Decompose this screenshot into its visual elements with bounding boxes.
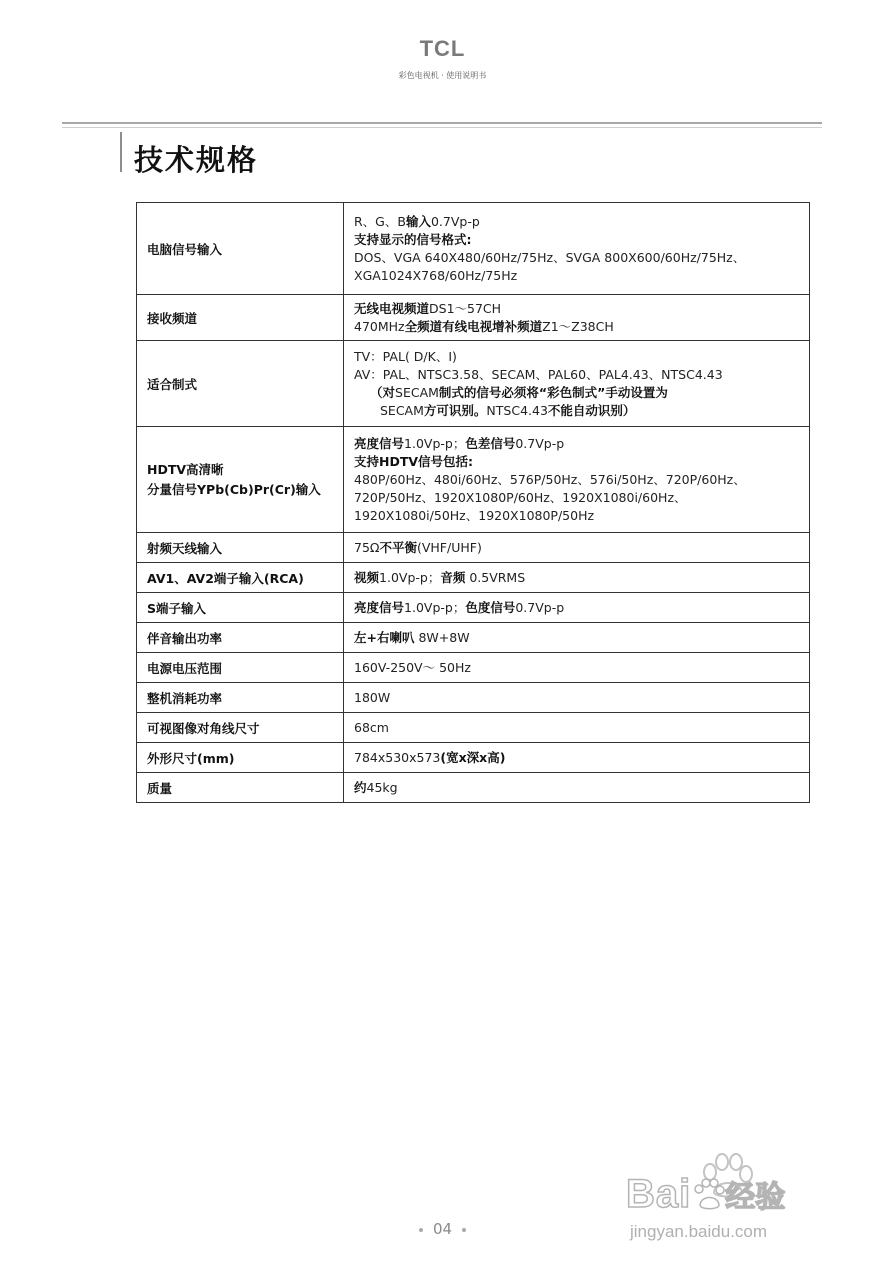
spec-label-line: HDTV高清晰 bbox=[147, 461, 224, 477]
spec-value-segment: 0.7Vp-p bbox=[515, 436, 565, 451]
spec-value-segment: TV：PAL( D/K、I) bbox=[354, 349, 457, 364]
spec-value-segment: Z1～Z38CH bbox=[542, 319, 614, 334]
spec-value-segment: （对 bbox=[370, 385, 396, 400]
spec-value-line bbox=[354, 249, 803, 267]
watermark-logo bbox=[626, 1172, 785, 1217]
watermark-brand-cn: 经验 bbox=[725, 1181, 786, 1214]
spec-value-segment: 8W+8W bbox=[414, 630, 470, 645]
spec-value-segment: 0.7Vp-p bbox=[515, 600, 565, 615]
spec-row bbox=[137, 427, 810, 533]
spec-value-segment: 左+右喇叭 bbox=[354, 630, 415, 645]
spec-value-segment: 亮度信号 bbox=[354, 600, 405, 615]
spec-value-segment: 输入 bbox=[405, 214, 431, 229]
spec-value-line bbox=[354, 749, 803, 767]
spec-label: 整机消耗功率 bbox=[137, 683, 344, 713]
title-accent-bar bbox=[120, 132, 122, 172]
spec-value-segment: 480P/60Hz、480i/60Hz、576P/50Hz、576i/50Hz、720P/60Hz、 bbox=[354, 472, 746, 487]
header-rule-thin bbox=[62, 127, 822, 128]
baidu-jingyan-watermark bbox=[626, 1152, 846, 1262]
spec-row bbox=[137, 743, 810, 773]
spec-value-segment: 支持显示的信号格式: bbox=[354, 232, 472, 247]
spec-value-line bbox=[354, 231, 803, 249]
spec-value bbox=[344, 533, 810, 563]
spec-value-line bbox=[354, 366, 803, 384]
spec-value-segment: 亮度信号 bbox=[354, 436, 405, 451]
page-title: 技术规格 bbox=[134, 143, 259, 177]
spec-label: S端子输入 bbox=[137, 593, 344, 623]
spec-value-segment: 0.7Vp-p bbox=[430, 214, 480, 229]
spec-value-line bbox=[354, 779, 803, 797]
spec-value-segment: 1.0Vp-p； bbox=[404, 436, 466, 451]
spec-row bbox=[137, 563, 810, 593]
spec-value-line bbox=[354, 629, 803, 647]
watermark-brand: Bai bbox=[626, 1172, 692, 1216]
spec-label: 电脑信号输入 bbox=[137, 203, 344, 295]
spec-label: 外形尺寸(mm) bbox=[137, 743, 344, 773]
spec-value-segment: 1.0Vp-p； bbox=[379, 570, 441, 585]
spec-value-segment: 色度信号 bbox=[465, 600, 516, 615]
spec-value-line bbox=[354, 689, 803, 707]
spec-value-segment: NTSC4.43 bbox=[486, 403, 548, 418]
spec-value-segment: 0.5VRMS bbox=[465, 570, 526, 585]
page-number-text: 04 bbox=[432, 1220, 453, 1238]
spec-row bbox=[137, 203, 810, 295]
spec-value bbox=[344, 683, 810, 713]
page-dot-right bbox=[462, 1228, 466, 1232]
spec-value-line bbox=[354, 569, 803, 587]
spec-value bbox=[344, 427, 810, 533]
spec-value-line bbox=[354, 489, 803, 507]
spec-value-line bbox=[354, 384, 803, 402]
spec-value-segment: 160V-250V～ 50Hz bbox=[354, 660, 471, 675]
spec-value bbox=[344, 341, 810, 427]
spec-value-segment: 75Ω bbox=[354, 540, 380, 555]
spec-value-line bbox=[354, 267, 803, 285]
spec-value-line bbox=[354, 599, 803, 617]
spec-value-line bbox=[354, 471, 803, 489]
spec-value-segment: 784x530x573 bbox=[354, 750, 441, 765]
spec-value-segment: (宽x深x高) bbox=[440, 750, 506, 765]
spec-value-segment: XGA1024X768/60Hz/75Hz bbox=[354, 268, 518, 283]
spec-value-line bbox=[354, 348, 803, 366]
spec-label: AV1、AV2端子输入(RCA) bbox=[137, 563, 344, 593]
brand-logo: TCL bbox=[419, 36, 466, 61]
page-dot-left bbox=[419, 1228, 423, 1232]
spec-value bbox=[344, 743, 810, 773]
spec-value bbox=[344, 593, 810, 623]
spec-value-segment: 180W bbox=[354, 690, 391, 705]
spec-value-line bbox=[354, 719, 803, 737]
spec-value-segment: SECAM bbox=[395, 385, 439, 400]
spec-value-line bbox=[354, 507, 803, 525]
spec-value-segment: DOS、VGA 640X480/60Hz/75Hz、SVGA 800X600/60Hz/75Hz、 bbox=[354, 250, 746, 265]
spec-value-segment: SECAM bbox=[380, 403, 424, 418]
spec-value-segment: 全频道有线电视增补频道 bbox=[404, 319, 543, 334]
spec-value-segment: 视频 bbox=[354, 570, 380, 585]
spec-value-segment: 45kg bbox=[366, 780, 398, 795]
spec-value-segment: 1920X1080i/50Hz、1920X1080P/50Hz bbox=[354, 508, 595, 523]
spec-value-segment: (VHF/UHF) bbox=[416, 540, 482, 555]
spec-value-segment: 720P/50Hz、1920X1080P/60Hz、1920X1080i/60Hz、 bbox=[354, 490, 687, 505]
spec-value-segment: 约 bbox=[354, 780, 367, 795]
spec-value-segment: 方可识别。 bbox=[423, 403, 487, 418]
spec-label: 质量 bbox=[137, 773, 344, 803]
spec-value bbox=[344, 563, 810, 593]
spec-value bbox=[344, 713, 810, 743]
spec-label: 接收频道 bbox=[137, 295, 344, 341]
spec-value-segment: 1.0Vp-p； bbox=[404, 600, 466, 615]
spec-value-line bbox=[354, 453, 803, 471]
spec-value-segment: 不能自动识别） bbox=[547, 403, 636, 418]
spec-value-line bbox=[354, 659, 803, 677]
spec-value-segment: 制式的信号必须将“彩色制式”手动设置为 bbox=[438, 385, 668, 400]
spec-row bbox=[137, 341, 810, 427]
spec-label: 电源电压范围 bbox=[137, 653, 344, 683]
spec-table-body bbox=[137, 203, 810, 803]
spec-value-line bbox=[354, 300, 803, 318]
spec-label-line: 分量信号YPb(Cb)Pr(Cr)输入 bbox=[147, 481, 321, 497]
spec-label bbox=[137, 427, 344, 533]
spec-value bbox=[344, 773, 810, 803]
watermark-url: jingyan.baidu.com bbox=[630, 1222, 768, 1241]
spec-row bbox=[137, 653, 810, 683]
spec-table bbox=[136, 202, 810, 803]
spec-label: 适合制式 bbox=[137, 341, 344, 427]
spec-value bbox=[344, 295, 810, 341]
spec-row bbox=[137, 593, 810, 623]
spec-label: 可视图像对角线尺寸 bbox=[137, 713, 344, 743]
spec-row bbox=[137, 623, 810, 653]
spec-value-segment: 支持HDTV信号包括: bbox=[354, 454, 474, 469]
spec-value-segment: 68cm bbox=[354, 720, 389, 735]
header-rule bbox=[62, 122, 822, 124]
spec-value-segment: 色差信号 bbox=[465, 436, 516, 451]
spec-row bbox=[137, 683, 810, 713]
spec-value-line bbox=[354, 213, 803, 231]
spec-value-segment: 无线电视频道 bbox=[354, 301, 430, 316]
spec-row bbox=[137, 533, 810, 563]
spec-value-segment: AV：PAL、NTSC3.58、SECAM、PAL60、PAL4.43、NTSC4.43 bbox=[354, 367, 723, 382]
spec-value-segment: 音频 bbox=[440, 570, 466, 585]
spec-value-line bbox=[354, 539, 803, 557]
spec-value bbox=[344, 653, 810, 683]
spec-value-line bbox=[354, 318, 803, 336]
spec-value-segment: DS1～57CH bbox=[429, 301, 502, 316]
spec-label: 射频天线输入 bbox=[137, 533, 344, 563]
watermark-du-paw bbox=[691, 1177, 725, 1211]
spec-row bbox=[137, 295, 810, 341]
header-subtitle: 彩色电视机 · 使用说明书 bbox=[398, 71, 487, 80]
spec-value bbox=[344, 623, 810, 653]
spec-label: 伴音输出功率 bbox=[137, 623, 344, 653]
spec-row bbox=[137, 773, 810, 803]
spec-value-segment: 不平衡 bbox=[379, 540, 417, 555]
spec-value-segment: 470MHz bbox=[354, 319, 405, 334]
spec-value-line bbox=[354, 435, 803, 453]
spec-value-line bbox=[354, 402, 803, 420]
spec-row bbox=[137, 713, 810, 743]
spec-value-segment: R、G、B bbox=[354, 214, 406, 229]
spec-value bbox=[344, 203, 810, 295]
